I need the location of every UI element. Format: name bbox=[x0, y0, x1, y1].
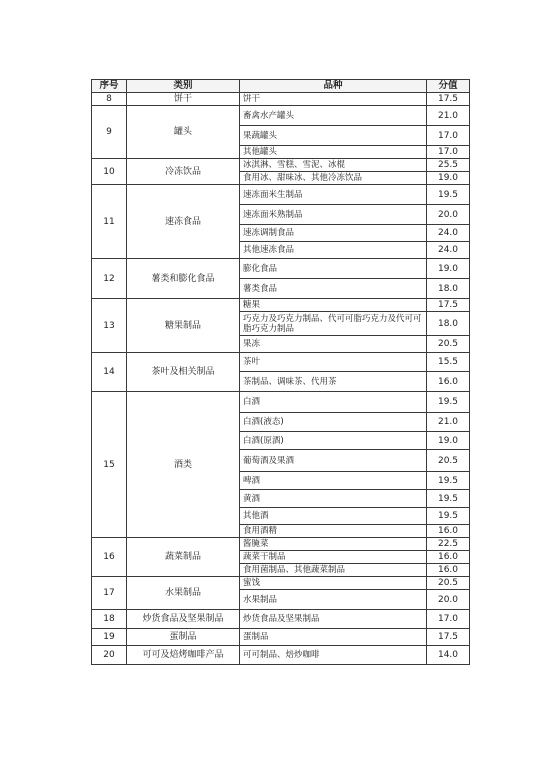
table-row bbox=[92, 299, 470, 312]
cell-score: 16.0 bbox=[427, 564, 470, 577]
cell-variety: 可可制品、焙炒咖啡 bbox=[240, 646, 427, 665]
cell-category: 速冻食品 bbox=[127, 185, 240, 259]
table-header-row bbox=[92, 80, 470, 93]
cell-score: 17.0 bbox=[427, 126, 470, 146]
cell-no: 8 bbox=[92, 93, 127, 106]
header-category: 类别 bbox=[127, 80, 240, 93]
cell-no: 11 bbox=[92, 185, 127, 259]
cell-no: 9 bbox=[92, 106, 127, 159]
cell-variety: 食用菌制品、其他蔬菜制品 bbox=[240, 564, 427, 577]
cell-variety: 黄酒 bbox=[240, 490, 427, 508]
cell-no: 13 bbox=[92, 299, 127, 353]
cell-variety: 薯类食品 bbox=[240, 279, 427, 299]
cell-score: 16.0 bbox=[427, 372, 470, 392]
cell-score: 20.5 bbox=[427, 336, 470, 353]
table-row bbox=[92, 353, 470, 372]
cell-variety: 茶叶 bbox=[240, 353, 427, 372]
cell-variety: 膨化食品 bbox=[240, 259, 427, 279]
table-row bbox=[92, 629, 470, 646]
table-row bbox=[92, 538, 470, 551]
table-row bbox=[92, 577, 470, 590]
cell-no: 16 bbox=[92, 538, 127, 577]
cell-variety: 蔬菜干制品 bbox=[240, 551, 427, 564]
cell-score: 18.0 bbox=[427, 312, 470, 336]
cell-score: 19.5 bbox=[427, 490, 470, 508]
cell-score: 19.5 bbox=[427, 472, 470, 490]
cell-score: 20.5 bbox=[427, 450, 470, 472]
cell-category: 蔬菜制品 bbox=[127, 538, 240, 577]
cell-category: 冷冻饮品 bbox=[127, 159, 240, 185]
table-row bbox=[92, 159, 470, 172]
cell-category: 罐头 bbox=[127, 106, 240, 159]
cell-score: 17.5 bbox=[427, 93, 470, 106]
cell-variety: 水果制品 bbox=[240, 590, 427, 610]
table-row bbox=[92, 185, 470, 205]
cell-category: 蛋制品 bbox=[127, 629, 240, 646]
cell-category: 可可及焙烤咖啡产品 bbox=[127, 646, 240, 665]
cell-variety: 白酒(液态) bbox=[240, 413, 427, 432]
cell-variety: 其他罐头 bbox=[240, 146, 427, 159]
cell-score: 19.0 bbox=[427, 172, 470, 185]
cell-category: 薯类和膨化食品 bbox=[127, 259, 240, 299]
cell-score: 19.0 bbox=[427, 259, 470, 279]
cell-no: 18 bbox=[92, 610, 127, 629]
table-body bbox=[92, 93, 470, 665]
cell-variety: 速冻调制食品 bbox=[240, 225, 427, 242]
cell-variety: 冰淇淋、雪糕、雪泥、冰棍 bbox=[240, 159, 427, 172]
cell-variety: 饼干 bbox=[240, 93, 427, 106]
table-row bbox=[92, 610, 470, 629]
cell-variety: 果冻 bbox=[240, 336, 427, 353]
cell-variety: 蛋制品 bbox=[240, 629, 427, 646]
cell-variety: 糖果 bbox=[240, 299, 427, 312]
cell-score: 22.5 bbox=[427, 538, 470, 551]
cell-score: 14.0 bbox=[427, 646, 470, 665]
table-row bbox=[92, 392, 470, 413]
cell-no: 12 bbox=[92, 259, 127, 299]
cell-score: 17.0 bbox=[427, 610, 470, 629]
cell-variety: 其他酒 bbox=[240, 508, 427, 525]
cell-variety: 畜禽水产罐头 bbox=[240, 106, 427, 126]
cell-variety: 炒货食品及坚果制品 bbox=[240, 610, 427, 629]
header-no: 序号 bbox=[92, 80, 127, 93]
cell-variety: 啤酒 bbox=[240, 472, 427, 490]
cell-score: 17.5 bbox=[427, 629, 470, 646]
cell-variety: 速冻面米生制品 bbox=[240, 185, 427, 205]
cell-no: 10 bbox=[92, 159, 127, 185]
cell-score: 15.5 bbox=[427, 353, 470, 372]
cell-variety: 其他速冻食品 bbox=[240, 242, 427, 259]
table-row bbox=[92, 646, 470, 665]
cell-score: 20.0 bbox=[427, 205, 470, 225]
cell-no: 20 bbox=[92, 646, 127, 665]
cell-score: 20.0 bbox=[427, 590, 470, 610]
header-variety: 品种 bbox=[240, 80, 427, 93]
cell-variety: 速冻面米熟制品 bbox=[240, 205, 427, 225]
cell-variety: 蜜饯 bbox=[240, 577, 427, 590]
cell-score: 19.5 bbox=[427, 185, 470, 205]
cell-score: 21.0 bbox=[427, 413, 470, 432]
cell-variety: 茶制品、调味茶、代用茶 bbox=[240, 372, 427, 392]
cell-variety: 食用酒精 bbox=[240, 525, 427, 538]
cell-score: 24.0 bbox=[427, 242, 470, 259]
cell-variety: 巧克力及巧克力制品、代可可脂巧克力及代可可脂巧克力制品 bbox=[240, 312, 427, 336]
cell-score: 18.0 bbox=[427, 279, 470, 299]
cell-category: 炒货食品及坚果制品 bbox=[127, 610, 240, 629]
cell-score: 17.5 bbox=[427, 299, 470, 312]
scoring-table bbox=[91, 79, 470, 665]
cell-category: 酒类 bbox=[127, 392, 240, 538]
cell-variety: 酱腌菜 bbox=[240, 538, 427, 551]
cell-category: 水果制品 bbox=[127, 577, 240, 610]
cell-score: 21.0 bbox=[427, 106, 470, 126]
cell-score: 19.5 bbox=[427, 508, 470, 525]
cell-score: 19.0 bbox=[427, 432, 470, 450]
cell-score: 19.5 bbox=[427, 392, 470, 413]
cell-variety: 食用冰、甜味冰、其他冷冻饮品 bbox=[240, 172, 427, 185]
cell-score: 25.5 bbox=[427, 159, 470, 172]
cell-no: 19 bbox=[92, 629, 127, 646]
table-row bbox=[92, 259, 470, 279]
cell-category: 饼干 bbox=[127, 93, 240, 106]
cell-variety: 白酒(原酒) bbox=[240, 432, 427, 450]
cell-no: 15 bbox=[92, 392, 127, 538]
cell-score: 17.0 bbox=[427, 146, 470, 159]
cell-variety: 葡萄酒及果酒 bbox=[240, 450, 427, 472]
cell-score: 16.0 bbox=[427, 551, 470, 564]
cell-variety: 果蔬罐头 bbox=[240, 126, 427, 146]
cell-score: 24.0 bbox=[427, 225, 470, 242]
table-row bbox=[92, 106, 470, 126]
cell-category: 糖果制品 bbox=[127, 299, 240, 353]
cell-category: 茶叶及相关制品 bbox=[127, 353, 240, 392]
cell-no: 17 bbox=[92, 577, 127, 610]
cell-no: 14 bbox=[92, 353, 127, 392]
cell-score: 16.0 bbox=[427, 525, 470, 538]
table-row bbox=[92, 93, 470, 106]
cell-variety: 白酒 bbox=[240, 392, 427, 413]
cell-score: 20.5 bbox=[427, 577, 470, 590]
header-score: 分值 bbox=[427, 80, 470, 93]
